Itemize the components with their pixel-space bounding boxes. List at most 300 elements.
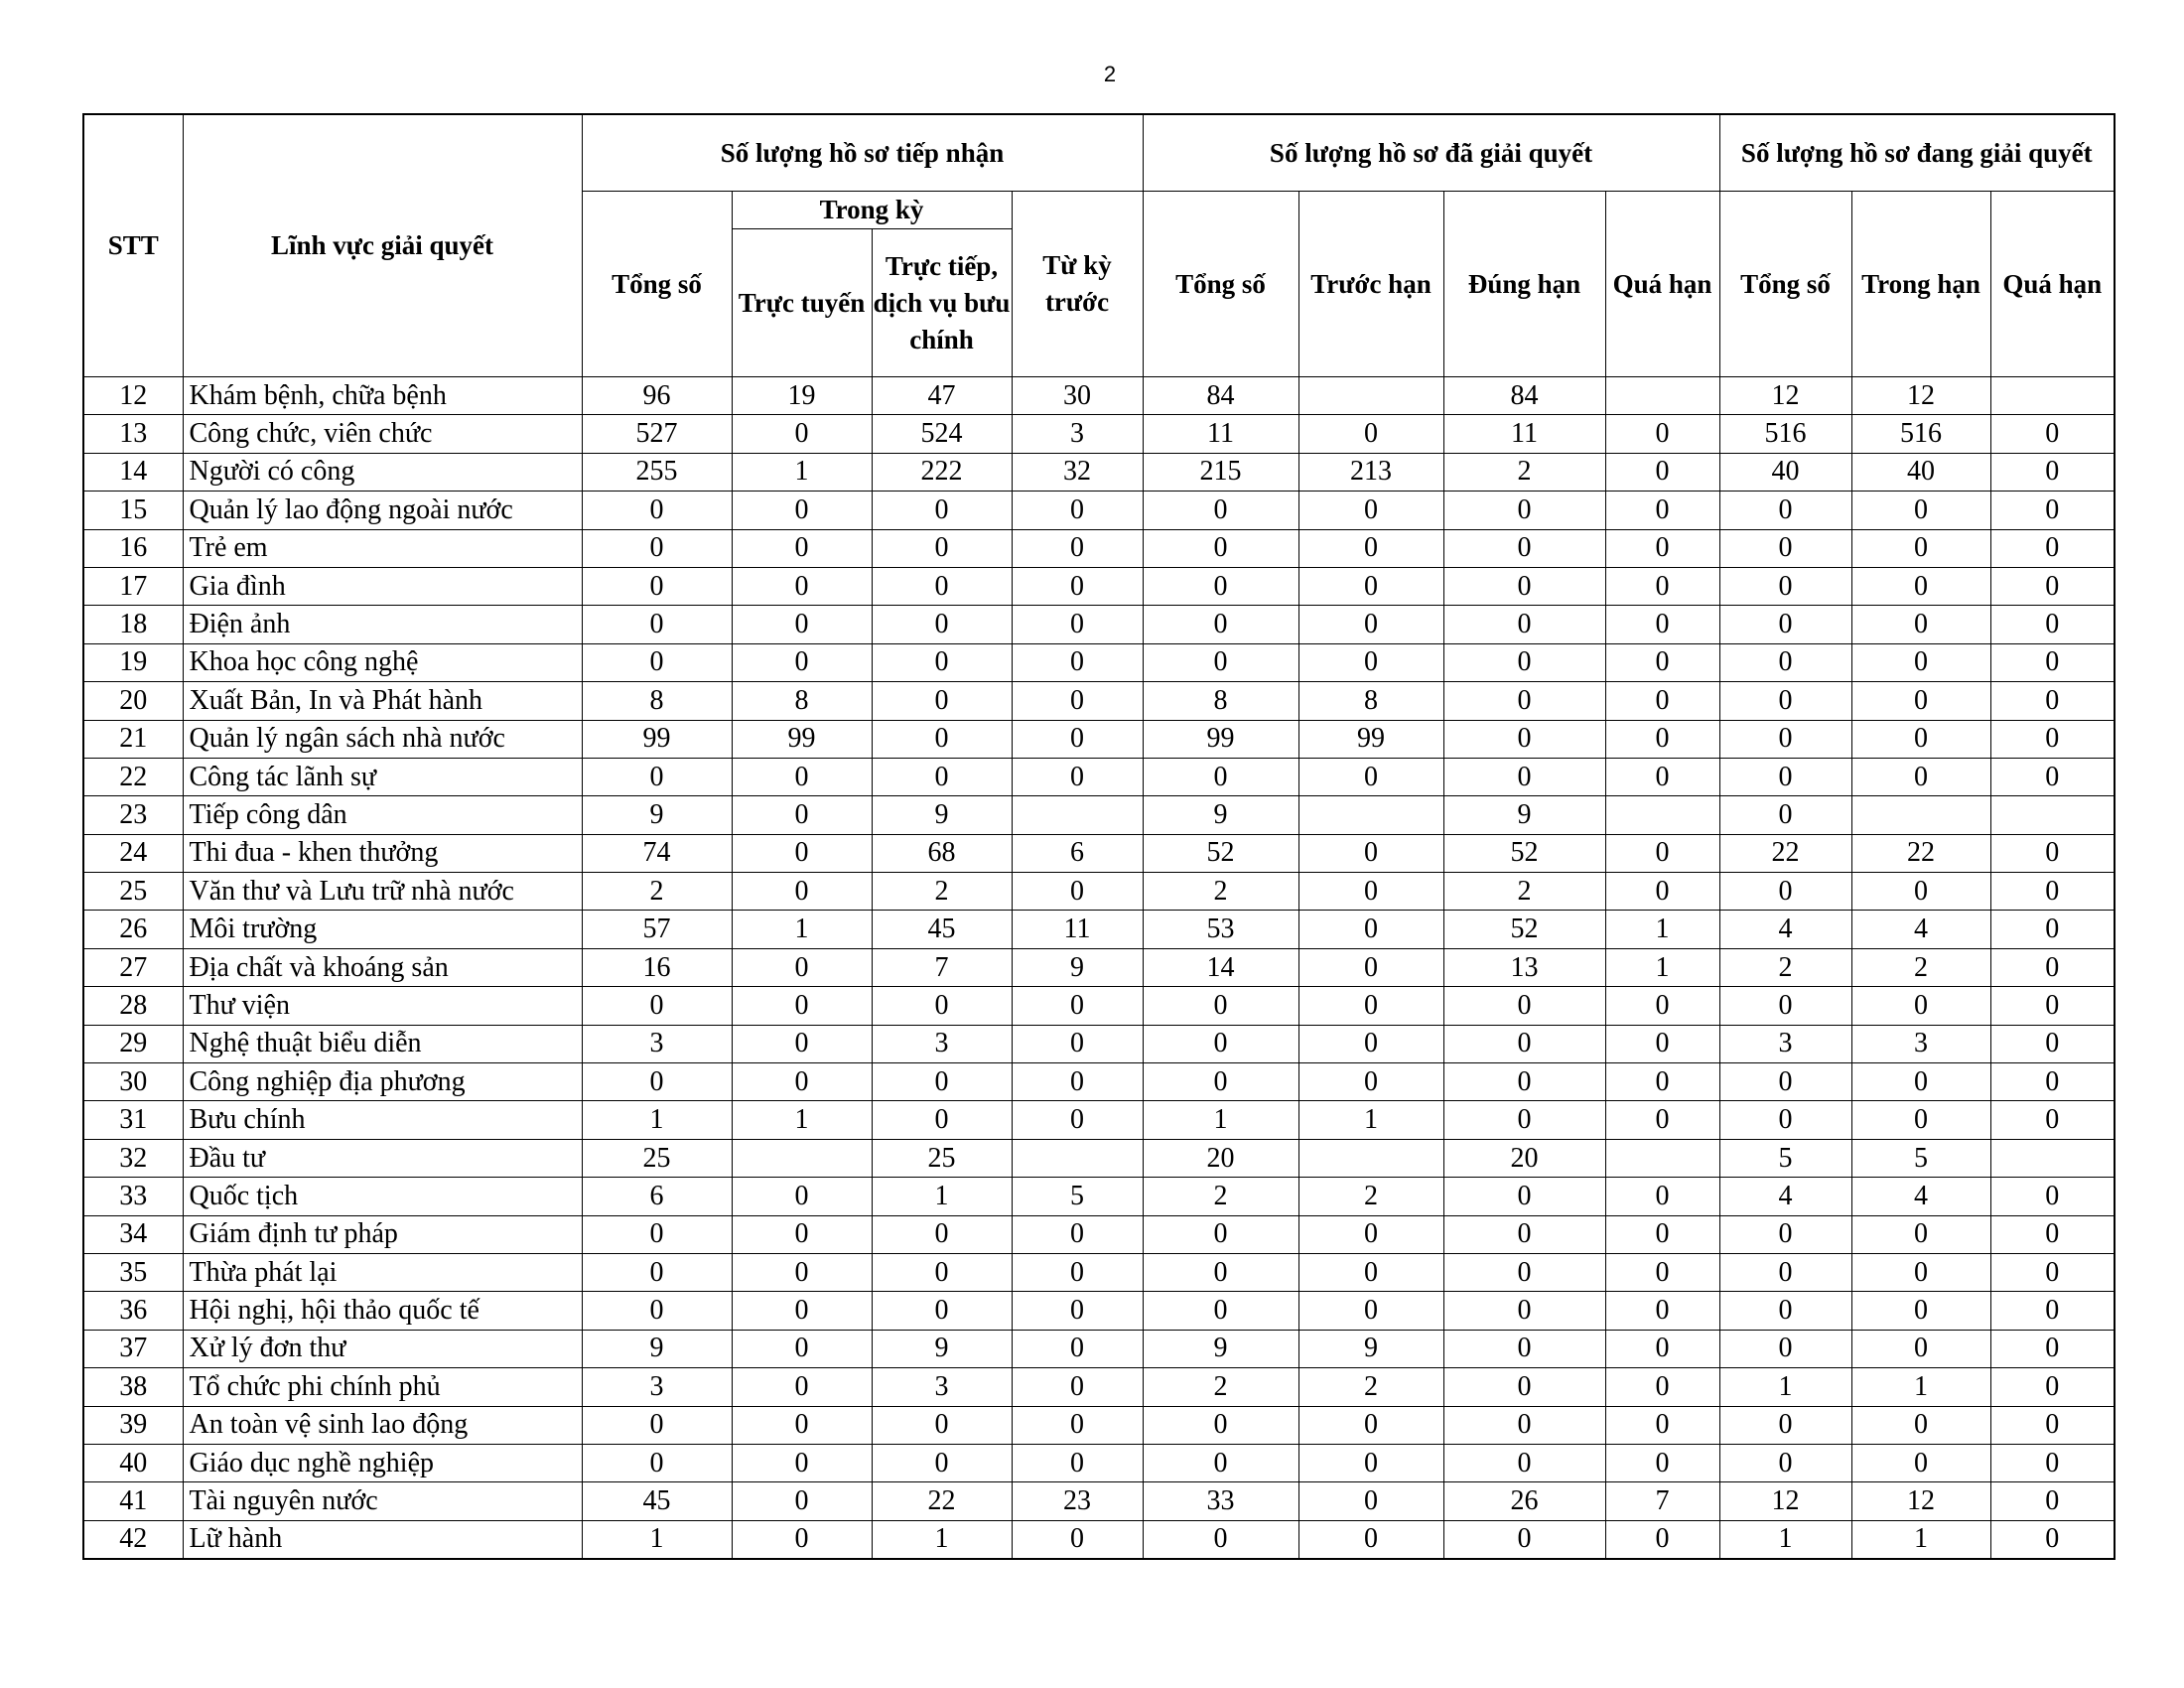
direct-postal-cell: 0	[872, 1215, 1012, 1253]
pending-total-cell: 0	[1719, 567, 1851, 605]
resolved-early-cell: 0	[1298, 492, 1443, 529]
pending-total-cell: 0	[1719, 873, 1851, 911]
stt-cell: 13	[83, 415, 183, 453]
direct-postal-cell: 0	[872, 1063, 1012, 1101]
received-total-cell: 527	[582, 415, 732, 453]
previous-period-cell: 32	[1012, 453, 1143, 491]
pending-in-time-cell: 0	[1851, 1330, 1990, 1367]
pending-overdue-cell: 0	[1990, 911, 2115, 948]
resolved-total-cell: 2	[1143, 1178, 1298, 1215]
online-cell: 0	[732, 796, 872, 834]
received-total-header: Tổng số	[582, 192, 732, 377]
direct-postal-cell: 2	[872, 873, 1012, 911]
field-cell: Giám định tư pháp	[183, 1215, 582, 1253]
resolved-early-cell: 0	[1298, 911, 1443, 948]
pending-in-time-cell: 0	[1851, 720, 1990, 758]
pending-total-cell: 0	[1719, 720, 1851, 758]
stt-cell: 40	[83, 1444, 183, 1481]
pending-in-time-cell: 516	[1851, 415, 1990, 453]
previous-period-cell: 0	[1012, 1101, 1143, 1139]
online-cell: 0	[732, 1368, 872, 1406]
previous-period-cell: 0	[1012, 1292, 1143, 1330]
resolved-total-cell: 0	[1143, 1292, 1298, 1330]
pending-in-time-cell: 1	[1851, 1368, 1990, 1406]
table-row	[83, 567, 2115, 605]
direct-postal-cell: 0	[872, 492, 1012, 529]
records-table	[82, 113, 2116, 1560]
stt-cell: 31	[83, 1101, 183, 1139]
previous-period-cell: 0	[1012, 720, 1143, 758]
pending-total-cell: 3	[1719, 1025, 1851, 1062]
online-cell: 0	[732, 1292, 872, 1330]
resolved-overdue-cell: 0	[1605, 1520, 1719, 1559]
pending-in-time-cell: 0	[1851, 492, 1990, 529]
field-cell: Nghệ thuật biểu diễn	[183, 1025, 582, 1062]
online-cell: 0	[732, 529, 872, 567]
direct-postal-cell: 0	[872, 758, 1012, 795]
direct-postal-cell: 0	[872, 567, 1012, 605]
stt-cell: 35	[83, 1253, 183, 1291]
resolved-total-cell: 2	[1143, 873, 1298, 911]
resolved-total-cell: 0	[1143, 1406, 1298, 1444]
resolved-on-time-cell: 52	[1443, 911, 1605, 948]
direct-postal-cell: 0	[872, 1253, 1012, 1291]
table-row	[83, 1101, 2115, 1139]
resolved-total-cell: 84	[1143, 377, 1298, 415]
received-total-cell: 0	[582, 643, 732, 681]
resolved-on-time-cell: 0	[1443, 1063, 1605, 1101]
previous-period-cell	[1012, 796, 1143, 834]
online-cell: 0	[732, 1482, 872, 1520]
resolved-on-time-cell: 0	[1443, 1330, 1605, 1367]
received-total-cell: 0	[582, 529, 732, 567]
table-row	[83, 948, 2115, 986]
pending-total-cell: 0	[1719, 1292, 1851, 1330]
direct-postal-cell: 0	[872, 1101, 1012, 1139]
received-total-cell: 0	[582, 567, 732, 605]
stt-cell: 12	[83, 377, 183, 415]
previous-period-cell: 0	[1012, 1520, 1143, 1559]
field-cell: Công chức, viên chức	[183, 415, 582, 453]
pending-in-time-cell: 0	[1851, 682, 1990, 720]
resolved-on-time-cell: 0	[1443, 567, 1605, 605]
pending-in-time-cell	[1851, 796, 1990, 834]
pending-overdue-cell: 0	[1990, 834, 2115, 872]
direct-postal-cell: 1	[872, 1520, 1012, 1559]
direct-postal-cell: 0	[872, 987, 1012, 1025]
received-total-cell: 1	[582, 1520, 732, 1559]
stt-cell: 25	[83, 873, 183, 911]
pending-in-time-cell: 0	[1851, 567, 1990, 605]
table-row	[83, 1368, 2115, 1406]
resolved-on-time-cell: 0	[1443, 682, 1605, 720]
pending-total-cell: 12	[1719, 377, 1851, 415]
resolved-early-cell: 99	[1298, 720, 1443, 758]
direct-postal-header: Trực tiếp, dịch vụ bưu chính	[872, 229, 1012, 377]
resolved-on-time-cell: 0	[1443, 643, 1605, 681]
direct-postal-cell: 47	[872, 377, 1012, 415]
field-cell: Quản lý lao động ngoài nước	[183, 492, 582, 529]
stt-cell: 27	[83, 948, 183, 986]
stt-cell: 23	[83, 796, 183, 834]
table-row	[83, 873, 2115, 911]
resolved-overdue-cell: 7	[1605, 1482, 1719, 1520]
resolved-early-cell: 0	[1298, 873, 1443, 911]
direct-postal-cell: 0	[872, 643, 1012, 681]
resolved-group-header: Số lượng hồ sơ đã giải quyết	[1143, 114, 1719, 192]
stt-cell: 39	[83, 1406, 183, 1444]
online-cell: 1	[732, 911, 872, 948]
pending-total-cell: 0	[1719, 1253, 1851, 1291]
pending-total-cell: 0	[1719, 987, 1851, 1025]
resolved-total-cell: 52	[1143, 834, 1298, 872]
pending-overdue-cell: 0	[1990, 1368, 2115, 1406]
pending-overdue-cell: 0	[1990, 758, 2115, 795]
resolved-overdue-cell: 0	[1605, 682, 1719, 720]
resolved-early-cell: 0	[1298, 606, 1443, 643]
field-cell: Gia đình	[183, 567, 582, 605]
direct-postal-cell: 3	[872, 1368, 1012, 1406]
pending-total-cell: 0	[1719, 492, 1851, 529]
received-total-cell: 255	[582, 453, 732, 491]
pending-overdue-cell: 0	[1990, 1063, 2115, 1101]
previous-period-cell	[1012, 1139, 1143, 1177]
resolved-on-time-cell: 0	[1443, 1292, 1605, 1330]
direct-postal-cell: 0	[872, 682, 1012, 720]
previous-period-cell: 9	[1012, 948, 1143, 986]
received-total-cell: 0	[582, 1444, 732, 1481]
previous-period-cell: 0	[1012, 606, 1143, 643]
previous-period-cell: 0	[1012, 1406, 1143, 1444]
stt-cell: 34	[83, 1215, 183, 1253]
field-cell: Hội nghị, hội thảo quốc tế	[183, 1292, 582, 1330]
resolved-overdue-header: Quá hạn	[1605, 192, 1719, 377]
pending-total-cell: 0	[1719, 606, 1851, 643]
resolved-on-time-cell: 20	[1443, 1139, 1605, 1177]
table-row	[83, 1025, 2115, 1062]
table-row	[83, 492, 2115, 529]
resolved-total-cell: 0	[1143, 1063, 1298, 1101]
pending-in-time-cell: 5	[1851, 1139, 1990, 1177]
resolved-total-cell: 9	[1143, 1330, 1298, 1367]
previous-period-cell: 0	[1012, 567, 1143, 605]
table-row	[83, 606, 2115, 643]
received-total-cell: 0	[582, 1253, 732, 1291]
resolved-overdue-cell: 0	[1605, 567, 1719, 605]
online-cell: 8	[732, 682, 872, 720]
online-cell: 1	[732, 453, 872, 491]
pending-total-header: Tổng số	[1719, 192, 1851, 377]
resolved-early-cell: 0	[1298, 567, 1443, 605]
pending-overdue-cell: 0	[1990, 643, 2115, 681]
resolved-overdue-cell: 0	[1605, 643, 1719, 681]
pending-overdue-cell: 0	[1990, 606, 2115, 643]
previous-period-cell: 0	[1012, 643, 1143, 681]
table-row	[83, 529, 2115, 567]
pending-total-cell: 1	[1719, 1368, 1851, 1406]
stt-cell: 30	[83, 1063, 183, 1101]
table-row	[83, 1292, 2115, 1330]
pending-in-time-cell: 0	[1851, 529, 1990, 567]
received-total-cell: 3	[582, 1025, 732, 1062]
pending-in-time-cell: 4	[1851, 911, 1990, 948]
stt-cell: 21	[83, 720, 183, 758]
table-row	[83, 1253, 2115, 1291]
direct-postal-cell: 0	[872, 720, 1012, 758]
pending-overdue-cell: 0	[1990, 682, 2115, 720]
resolved-overdue-cell: 0	[1605, 987, 1719, 1025]
pending-in-time-cell: 1	[1851, 1520, 1990, 1559]
resolved-on-time-cell: 0	[1443, 1444, 1605, 1481]
resolved-early-cell: 0	[1298, 987, 1443, 1025]
table-row	[83, 987, 2115, 1025]
resolved-overdue-cell: 0	[1605, 1292, 1719, 1330]
online-cell: 0	[732, 758, 872, 795]
online-cell: 0	[732, 1330, 872, 1367]
resolved-overdue-cell: 0	[1605, 1063, 1719, 1101]
table-row	[83, 1520, 2115, 1559]
direct-postal-cell: 9	[872, 796, 1012, 834]
resolved-total-cell: 9	[1143, 796, 1298, 834]
table-row	[83, 1139, 2115, 1177]
direct-postal-cell: 0	[872, 1292, 1012, 1330]
resolved-early-cell: 2	[1298, 1178, 1443, 1215]
field-cell: An toàn vệ sinh lao động	[183, 1406, 582, 1444]
stt-cell: 19	[83, 643, 183, 681]
resolved-early-cell: 0	[1298, 1025, 1443, 1062]
resolved-on-time-cell: 0	[1443, 1406, 1605, 1444]
online-cell: 0	[732, 1063, 872, 1101]
resolved-overdue-cell: 0	[1605, 1101, 1719, 1139]
page-number: 2	[1103, 62, 1117, 86]
resolved-overdue-cell: 0	[1605, 1025, 1719, 1062]
pending-total-cell: 0	[1719, 1215, 1851, 1253]
pending-overdue-cell: 0	[1990, 1101, 2115, 1139]
field-cell: Quản lý ngân sách nhà nước	[183, 720, 582, 758]
field-cell: Lữ hành	[183, 1520, 582, 1559]
direct-postal-cell: 25	[872, 1139, 1012, 1177]
online-cell: 0	[732, 567, 872, 605]
field-cell: Khoa học công nghệ	[183, 643, 582, 681]
resolved-total-cell: 0	[1143, 492, 1298, 529]
pending-total-cell: 40	[1719, 453, 1851, 491]
table-row	[83, 834, 2115, 872]
received-total-cell: 96	[582, 377, 732, 415]
pending-total-cell: 5	[1719, 1139, 1851, 1177]
resolved-total-cell: 215	[1143, 453, 1298, 491]
resolved-overdue-cell: 0	[1605, 1406, 1719, 1444]
resolved-overdue-cell: 0	[1605, 453, 1719, 491]
received-total-cell: 9	[582, 1330, 732, 1367]
direct-postal-cell: 0	[872, 1444, 1012, 1481]
previous-period-cell: 0	[1012, 682, 1143, 720]
online-cell: 0	[732, 1025, 872, 1062]
resolved-on-time-cell: 0	[1443, 987, 1605, 1025]
pending-overdue-cell: 0	[1990, 1444, 2115, 1481]
pending-in-time-cell: 0	[1851, 1292, 1990, 1330]
resolved-early-cell: 0	[1298, 529, 1443, 567]
stt-cell: 37	[83, 1330, 183, 1367]
field-cell: Xuất Bản, In và Phát hành	[183, 682, 582, 720]
resolved-total-cell: 1	[1143, 1101, 1298, 1139]
table-row	[83, 1444, 2115, 1481]
pending-total-cell: 4	[1719, 911, 1851, 948]
resolved-on-time-cell: 9	[1443, 796, 1605, 834]
pending-in-time-cell: 12	[1851, 377, 1990, 415]
resolved-on-time-cell: 84	[1443, 377, 1605, 415]
stt-cell: 15	[83, 492, 183, 529]
resolved-total-cell: 0	[1143, 1025, 1298, 1062]
received-total-cell: 99	[582, 720, 732, 758]
pending-overdue-cell: 0	[1990, 567, 2115, 605]
field-cell: Tổ chức phi chính phủ	[183, 1368, 582, 1406]
resolved-early-cell: 2	[1298, 1368, 1443, 1406]
received-total-cell: 0	[582, 758, 732, 795]
received-total-cell: 25	[582, 1139, 732, 1177]
resolved-on-time-cell: 2	[1443, 453, 1605, 491]
received-total-cell: 0	[582, 1063, 732, 1101]
previous-period-cell: 23	[1012, 1482, 1143, 1520]
pending-in-time-cell: 0	[1851, 1215, 1990, 1253]
resolved-early-header: Trước hạn	[1298, 192, 1443, 377]
pending-overdue-cell: 0	[1990, 1482, 2115, 1520]
stt-cell: 22	[83, 758, 183, 795]
received-total-cell: 0	[582, 1215, 732, 1253]
pending-overdue-cell	[1990, 796, 2115, 834]
pending-overdue-cell: 0	[1990, 1253, 2115, 1291]
field-header: Lĩnh vực giải quyết	[183, 114, 582, 377]
pending-overdue-cell: 0	[1990, 1330, 2115, 1367]
resolved-total-cell: 8	[1143, 682, 1298, 720]
received-total-cell: 57	[582, 911, 732, 948]
resolved-overdue-cell: 0	[1605, 758, 1719, 795]
pending-total-cell: 4	[1719, 1178, 1851, 1215]
table-header	[83, 114, 2115, 377]
resolved-early-cell	[1298, 377, 1443, 415]
received-total-cell: 0	[582, 987, 732, 1025]
resolved-early-cell: 0	[1298, 948, 1443, 986]
stt-cell: 42	[83, 1520, 183, 1559]
pending-in-time-cell: 12	[1851, 1482, 1990, 1520]
resolved-total-cell: 0	[1143, 529, 1298, 567]
resolved-overdue-cell: 1	[1605, 948, 1719, 986]
pending-total-cell: 2	[1719, 948, 1851, 986]
resolved-overdue-cell: 0	[1605, 1368, 1719, 1406]
pending-overdue-cell: 0	[1990, 1292, 2115, 1330]
field-cell: Thừa phát lại	[183, 1253, 582, 1291]
pending-overdue-cell: 0	[1990, 1178, 2115, 1215]
pending-in-time-cell: 0	[1851, 1444, 1990, 1481]
received-total-cell: 16	[582, 948, 732, 986]
resolved-on-time-cell: 26	[1443, 1482, 1605, 1520]
pending-total-cell: 12	[1719, 1482, 1851, 1520]
pending-overdue-cell: 0	[1990, 453, 2115, 491]
pending-overdue-cell: 0	[1990, 492, 2115, 529]
previous-period-cell: 30	[1012, 377, 1143, 415]
resolved-overdue-cell	[1605, 1139, 1719, 1177]
field-cell: Khám bệnh, chữa bệnh	[183, 377, 582, 415]
pending-in-time-cell: 0	[1851, 1406, 1990, 1444]
resolved-early-cell: 0	[1298, 415, 1443, 453]
resolved-overdue-cell: 0	[1605, 606, 1719, 643]
pending-total-cell: 0	[1719, 529, 1851, 567]
pending-total-cell: 0	[1719, 1406, 1851, 1444]
stt-cell: 38	[83, 1368, 183, 1406]
table-body	[83, 377, 2115, 1560]
direct-postal-cell: 222	[872, 453, 1012, 491]
table-row	[83, 1330, 2115, 1367]
stt-cell: 18	[83, 606, 183, 643]
previous-period-cell: 5	[1012, 1178, 1143, 1215]
online-cell: 0	[732, 1253, 872, 1291]
previous-period-cell: 0	[1012, 1330, 1143, 1367]
received-total-cell: 45	[582, 1482, 732, 1520]
field-cell: Quốc tịch	[183, 1178, 582, 1215]
online-cell: 99	[732, 720, 872, 758]
stt-cell: 26	[83, 911, 183, 948]
resolved-total-cell: 14	[1143, 948, 1298, 986]
resolved-total-cell: 0	[1143, 567, 1298, 605]
online-cell: 0	[732, 987, 872, 1025]
resolved-on-time-cell: 0	[1443, 1178, 1605, 1215]
resolved-on-time-cell: 0	[1443, 492, 1605, 529]
received-total-cell: 3	[582, 1368, 732, 1406]
previous-period-cell: 0	[1012, 529, 1143, 567]
pending-overdue-cell: 0	[1990, 720, 2115, 758]
pending-in-time-cell: 2	[1851, 948, 1990, 986]
online-cell: 0	[732, 492, 872, 529]
received-total-cell: 0	[582, 1292, 732, 1330]
table-row	[83, 415, 2115, 453]
direct-postal-cell: 45	[872, 911, 1012, 948]
resolved-total-cell: 0	[1143, 1253, 1298, 1291]
table-row	[83, 453, 2115, 491]
stt-cell: 33	[83, 1178, 183, 1215]
pending-in-time-header: Trong hạn	[1851, 192, 1990, 377]
previous-period-cell: 0	[1012, 1253, 1143, 1291]
direct-postal-cell: 1	[872, 1178, 1012, 1215]
previous-period-cell: 0	[1012, 873, 1143, 911]
stt-cell: 24	[83, 834, 183, 872]
stt-cell: 17	[83, 567, 183, 605]
resolved-on-time-header: Đúng hạn	[1443, 192, 1605, 377]
received-total-cell: 1	[582, 1101, 732, 1139]
pending-in-time-cell: 0	[1851, 1253, 1990, 1291]
resolved-early-cell: 0	[1298, 1292, 1443, 1330]
resolved-overdue-cell	[1605, 377, 1719, 415]
resolved-early-cell: 0	[1298, 1444, 1443, 1481]
resolved-overdue-cell: 0	[1605, 1444, 1719, 1481]
resolved-on-time-cell: 0	[1443, 1025, 1605, 1062]
resolved-overdue-cell: 0	[1605, 415, 1719, 453]
previous-period-cell: 0	[1012, 1025, 1143, 1062]
online-header: Trực tuyến	[732, 229, 872, 377]
table-row	[83, 796, 2115, 834]
stt-cell: 20	[83, 682, 183, 720]
received-total-cell: 6	[582, 1178, 732, 1215]
pending-total-cell: 0	[1719, 758, 1851, 795]
pending-overdue-cell: 0	[1990, 529, 2115, 567]
resolved-on-time-cell: 0	[1443, 720, 1605, 758]
field-cell: Điện ảnh	[183, 606, 582, 643]
pending-total-cell: 0	[1719, 796, 1851, 834]
resolved-total-cell: 53	[1143, 911, 1298, 948]
received-total-cell: 0	[582, 606, 732, 643]
online-cell: 0	[732, 1215, 872, 1253]
pending-overdue-cell	[1990, 1139, 2115, 1177]
field-cell: Địa chất và khoáng sản	[183, 948, 582, 986]
received-total-cell: 0	[582, 492, 732, 529]
